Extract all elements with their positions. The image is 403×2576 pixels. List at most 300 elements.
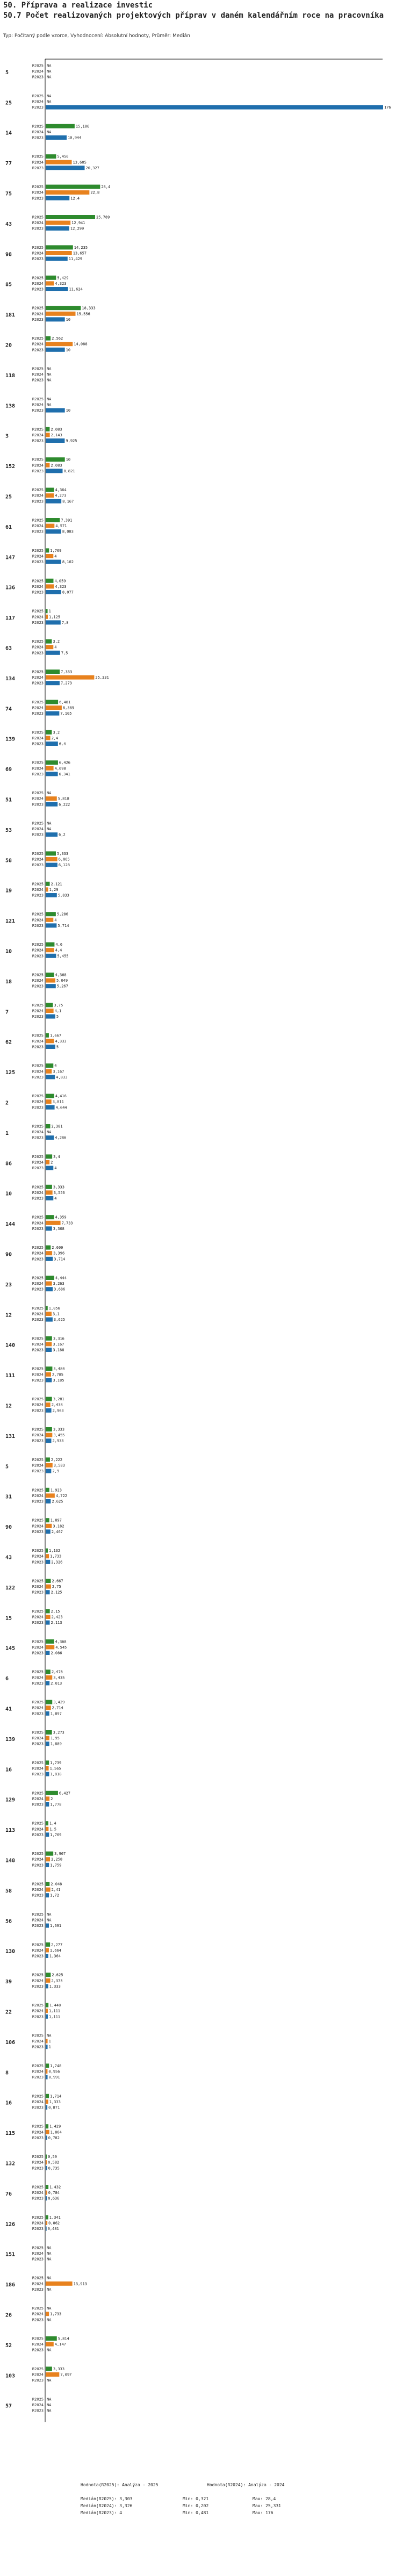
value-label: NA — [47, 372, 52, 377]
bar — [46, 1185, 52, 1189]
value-label: 13,605 — [73, 160, 87, 165]
value-label: 7,097 — [60, 2372, 72, 2377]
series-label: R2024 — [32, 2039, 44, 2044]
series-label: R2024 — [32, 1130, 44, 1135]
series-label: R2023 — [32, 1378, 44, 1383]
group-label: 113 — [5, 1827, 16, 1834]
value-label: 6,341 — [59, 772, 70, 776]
value-label: NA — [47, 2246, 52, 2250]
bar — [46, 1621, 50, 1625]
bar — [46, 1518, 49, 1522]
bar — [46, 1408, 52, 1413]
value-label: 11,624 — [69, 287, 83, 292]
group-label: 139 — [5, 1736, 16, 1743]
value-label: NA — [47, 366, 52, 371]
bar — [46, 1760, 49, 1765]
value-label: 4,368 — [55, 973, 67, 977]
group-label: 23 — [5, 1282, 12, 1288]
group-label: 7 — [5, 1009, 9, 1016]
value-label: 1,714 — [50, 2094, 62, 2099]
value-label: 5,429 — [57, 276, 69, 280]
bar — [46, 675, 94, 680]
value-label: 4,833 — [56, 1075, 68, 1080]
bar — [46, 312, 76, 316]
bar — [46, 1615, 51, 1619]
series-label: R2023 — [32, 287, 44, 292]
bar — [46, 548, 49, 552]
series-label: R2023 — [32, 1832, 44, 1837]
value-label: 3,583 — [53, 1463, 65, 1468]
bar — [46, 287, 68, 291]
bar — [46, 1579, 51, 1583]
value-label: 2,258 — [51, 1857, 63, 1862]
bar — [46, 433, 50, 437]
bar — [46, 742, 58, 746]
series-label: R2023 — [32, 923, 44, 928]
bar — [46, 1160, 49, 1164]
series-label: R2023 — [32, 1984, 44, 1989]
series-label: R2023 — [32, 560, 44, 565]
chart-note: Typ: Počítaný podle vzorce, Vyhodnocení: Absolutní hodnoty, Průměr: Medián — [3, 33, 190, 39]
value-label: 6,427 — [59, 1791, 71, 1796]
value-label: 2,083 — [51, 463, 62, 468]
series-label: R2024 — [32, 736, 44, 740]
series-label: R2023 — [32, 166, 44, 170]
bar — [46, 2009, 48, 2013]
bar — [46, 2160, 47, 2164]
value-label: 1,748 — [50, 2063, 62, 2068]
series-label: R2023 — [32, 2196, 44, 2201]
bar — [46, 1499, 51, 1503]
group-label: 56 — [5, 1918, 12, 1925]
bar — [46, 1124, 50, 1128]
value-label: 3,182 — [53, 1524, 64, 1529]
group-label: 12 — [5, 1312, 12, 1319]
series-label: R2025 — [32, 2155, 44, 2160]
value-label: 0,784 — [48, 2191, 60, 2196]
bar — [46, 711, 59, 716]
series-label: R2025 — [32, 1246, 44, 1250]
series-label: R2025 — [32, 760, 44, 765]
series-label: R2025 — [32, 488, 44, 493]
bar — [46, 1863, 49, 1867]
legend-line: Min: 0,481 — [183, 2510, 209, 2515]
series-label: R2024 — [32, 1221, 44, 1226]
series-label: R2024 — [32, 1463, 44, 1468]
series-label: R2024 — [32, 190, 44, 195]
series-label: R2025 — [32, 1488, 44, 1493]
bar — [46, 887, 48, 891]
series-label: R2024 — [32, 1706, 44, 1710]
bar — [46, 609, 48, 613]
bar — [46, 2130, 49, 2134]
series-label: R2025 — [32, 2033, 44, 2038]
bar — [46, 1105, 55, 1110]
bar — [46, 1973, 51, 1977]
value-label: 3,1 — [53, 1312, 60, 1316]
bar — [46, 1457, 50, 1462]
bar — [46, 1802, 49, 1807]
series-label: R2025 — [32, 1124, 44, 1129]
bar — [46, 154, 56, 159]
series-label: R2023 — [32, 2227, 44, 2232]
bar — [46, 226, 69, 231]
group-label: 31 — [5, 1494, 12, 1500]
bar — [46, 802, 57, 807]
value-label: NA — [47, 2306, 52, 2311]
bar — [46, 1226, 52, 1231]
bar — [46, 1651, 49, 1655]
value-label: 13,657 — [73, 251, 87, 256]
series-label: R2024 — [32, 1585, 44, 1589]
series-label: R2024 — [32, 1645, 44, 1650]
value-label: NA — [47, 99, 52, 104]
value-label: 10 — [66, 348, 71, 352]
series-label: R2023 — [32, 832, 44, 837]
series-label: R2024 — [32, 372, 44, 377]
group-label: 147 — [5, 555, 16, 561]
series-label: R2024 — [32, 402, 44, 407]
series-label: R2024 — [32, 1766, 44, 1771]
value-label: 7,5 — [61, 651, 68, 656]
bar — [46, 615, 48, 619]
group-label: 152 — [5, 464, 16, 470]
series-label: R2024 — [32, 1524, 44, 1529]
group-label: 90 — [5, 1524, 12, 1531]
bar — [46, 1675, 52, 1680]
series-label: R2025 — [32, 1185, 44, 1190]
bar — [46, 1318, 53, 1322]
group-label: 25 — [5, 494, 12, 500]
series-label: R2024 — [32, 69, 44, 74]
series-label: R2025 — [32, 851, 44, 856]
bar — [46, 342, 73, 346]
bar — [46, 518, 60, 522]
series-label: R2023 — [32, 2348, 44, 2352]
bar — [46, 1645, 54, 1649]
group-label: 18 — [5, 978, 12, 985]
series-label: R2023 — [32, 1651, 44, 1656]
series-label: R2025 — [32, 1003, 44, 1008]
bar — [46, 1984, 48, 1988]
legend-line: Medián(R2024): 3,326 — [81, 2503, 133, 2508]
group-label: 186 — [5, 2282, 16, 2289]
value-label: 10 — [66, 457, 71, 462]
value-label: 2,9 — [52, 1469, 60, 1474]
value-label: 2,933 — [52, 1438, 64, 1443]
series-label: R2023 — [32, 1257, 44, 1262]
bar — [46, 1282, 52, 1286]
value-label: 4,333 — [55, 1039, 67, 1044]
series-label: R2023 — [32, 317, 44, 322]
bar — [46, 190, 89, 195]
value-label: 1 — [48, 2045, 51, 2049]
bar — [46, 457, 65, 462]
value-label: 4 — [54, 918, 57, 923]
bar — [46, 1742, 49, 1746]
series-label: R2024 — [32, 2009, 44, 2013]
value-label: 5,286 — [56, 912, 68, 917]
group-label: 148 — [5, 1858, 16, 1864]
bar — [46, 251, 72, 255]
group-label: 6 — [5, 1676, 9, 1682]
bar — [46, 2282, 73, 2286]
bar — [46, 954, 56, 958]
series-label: R2023 — [32, 1742, 44, 1746]
series-label: R2024 — [32, 1190, 44, 1195]
group-label: 75 — [5, 191, 12, 197]
bar — [46, 1166, 53, 1170]
value-label: 2,121 — [51, 882, 62, 887]
value-label: 2,963 — [52, 1408, 64, 1413]
series-label: R2025 — [32, 1852, 44, 1857]
series-label: R2023 — [32, 1014, 44, 1019]
value-label: 1,739 — [50, 1760, 62, 1765]
series-label: R2025 — [32, 2124, 44, 2129]
value-label: 1,769 — [50, 548, 62, 553]
series-label: R2024 — [32, 1857, 44, 1862]
bar — [46, 1590, 50, 1594]
bar — [46, 1003, 53, 1007]
series-label: R2023 — [32, 1893, 44, 1898]
bar — [46, 281, 54, 285]
bar — [46, 1154, 52, 1159]
series-label: R2025 — [32, 609, 44, 614]
series-label: R2024 — [32, 766, 44, 771]
bar — [46, 1857, 50, 1861]
series-label: R2024 — [32, 918, 44, 923]
series-label: R2025 — [32, 791, 44, 796]
series-label: R2025 — [32, 1882, 44, 1887]
group-label: 2 — [5, 1100, 9, 1106]
series-label: R2024 — [32, 2160, 44, 2165]
value-label: NA — [47, 2378, 52, 2383]
series-label: R2023 — [32, 681, 44, 686]
bar — [46, 1094, 54, 1098]
series-label: R2023 — [32, 75, 44, 80]
value-label: 2,4 — [51, 736, 59, 740]
bar — [46, 196, 69, 200]
group-label: 129 — [5, 1797, 16, 1803]
bar — [46, 1312, 52, 1316]
value-label: 3,484 — [53, 1366, 65, 1371]
series-label: R2024 — [32, 1069, 44, 1074]
series-label: R2024 — [32, 281, 44, 286]
series-label: R2023 — [32, 2075, 44, 2080]
bar — [46, 524, 54, 528]
value-label: 6,426 — [59, 760, 71, 765]
series-label: R2023 — [32, 348, 44, 352]
value-label: 2,41 — [51, 1888, 61, 1893]
value-label: 3,185 — [53, 1378, 64, 1383]
series-label: R2023 — [32, 620, 44, 625]
bar — [46, 579, 53, 583]
bar — [46, 2227, 47, 2231]
group-label: 131 — [5, 1433, 16, 1440]
value-label: 14,235 — [74, 245, 88, 250]
series-label: R2024 — [32, 1312, 44, 1316]
series-label: R2025 — [32, 366, 44, 371]
bar — [46, 978, 55, 983]
value-label: 28,4 — [101, 185, 111, 190]
value-label: 1,5 — [49, 1827, 57, 1832]
series-label: R2025 — [32, 1912, 44, 1917]
value-label: 5,833 — [57, 893, 69, 898]
bar — [46, 1306, 48, 1310]
series-label: R2025 — [32, 336, 44, 341]
series-label: R2023 — [32, 1954, 44, 1959]
chart-subtitle: 50.7 Počet realizovaných projektových příprav v daném kalendářním roce na pracovníka — [3, 11, 384, 20]
series-label: R2025 — [32, 1700, 44, 1705]
series-label: R2023 — [32, 1348, 44, 1352]
value-label: 2 — [51, 1160, 53, 1165]
bar — [46, 1463, 53, 1467]
value-label: 4,722 — [55, 1493, 67, 1498]
bar — [46, 560, 61, 564]
bar — [46, 1342, 52, 1346]
group-label: 20 — [5, 342, 12, 349]
series-label: R2024 — [32, 1009, 44, 1013]
group-label: 106 — [5, 2039, 16, 2046]
group-label: 74 — [5, 706, 12, 713]
series-label: R2025 — [32, 579, 44, 584]
value-label: 3,435 — [53, 1675, 65, 1680]
bar — [46, 651, 60, 655]
value-label: 2,625 — [52, 1973, 63, 1977]
series-label: R2025 — [32, 2336, 44, 2341]
bar — [46, 1954, 48, 1958]
value-label: 4 — [54, 1063, 57, 1068]
series-label: R2025 — [32, 124, 44, 129]
group-label: 69 — [5, 767, 12, 773]
series-label: R2024 — [32, 2221, 44, 2226]
value-label: 2,714 — [52, 1706, 63, 1710]
series-label: R2023 — [32, 711, 44, 716]
value-label: NA — [47, 397, 52, 401]
series-label: R2024 — [32, 342, 44, 347]
bar — [46, 942, 54, 947]
value-label: 3,281 — [53, 1397, 64, 1402]
value-label: 3,429 — [53, 1700, 65, 1705]
group-label: 57 — [5, 2403, 12, 2409]
bar — [46, 923, 56, 927]
value-label: NA — [47, 2402, 52, 2407]
value-label: 176 — [384, 105, 391, 110]
series-label: R2025 — [32, 1670, 44, 1674]
value-label: 3,2 — [53, 639, 60, 644]
series-label: R2023 — [32, 257, 44, 262]
bar — [46, 2099, 48, 2104]
value-label: 1,125 — [49, 615, 61, 620]
value-label: 1,667 — [49, 1033, 62, 1038]
value-label: 7,333 — [61, 670, 73, 674]
chart-title: 50. Příprava a realizace investic — [3, 1, 153, 10]
bar — [46, 1609, 50, 1613]
value-label: 4 — [54, 1166, 57, 1171]
bar — [46, 700, 58, 704]
bar — [46, 1348, 52, 1352]
bar — [46, 973, 54, 977]
value-label: 2,381 — [51, 1124, 63, 1129]
series-label: R2024 — [32, 2251, 44, 2256]
series-label: R2024 — [32, 857, 44, 862]
group-label: 85 — [5, 282, 12, 288]
bar — [46, 1700, 52, 1704]
bar — [46, 760, 58, 765]
value-label: NA — [47, 791, 52, 796]
bar — [46, 1009, 54, 1013]
bar — [46, 863, 57, 867]
bar — [46, 1827, 48, 1831]
value-label: 3,714 — [54, 1257, 66, 1262]
bar — [46, 499, 61, 503]
bar — [46, 1948, 49, 1952]
series-label: R2024 — [32, 1888, 44, 1893]
series-label: R2025 — [32, 2063, 44, 2068]
bar — [46, 1821, 48, 1825]
bar — [46, 1524, 52, 1528]
series-label: R2024 — [32, 221, 44, 226]
value-label: 1,864 — [50, 2130, 62, 2135]
value-label: 4,368 — [55, 1639, 67, 1644]
series-label: R2024 — [32, 675, 44, 680]
series-label: R2025 — [32, 1942, 44, 1947]
value-label: 8,821 — [63, 469, 75, 473]
group-label: 22 — [5, 2009, 12, 2016]
series-label: R2024 — [32, 1342, 44, 1347]
bar — [46, 736, 51, 740]
group-label: 15 — [5, 1615, 12, 1622]
value-label: 0,735 — [48, 2166, 60, 2171]
series-label: R2025 — [32, 1457, 44, 1462]
series-label: R2023 — [32, 802, 44, 807]
group-label: 10 — [5, 948, 12, 955]
series-label: R2024 — [32, 524, 44, 529]
bar — [46, 645, 53, 649]
value-label: 4,545 — [55, 1645, 67, 1650]
bar — [46, 2075, 48, 2079]
value-label: 6,128 — [58, 863, 70, 868]
bar — [46, 554, 53, 558]
value-label: 10,944 — [68, 135, 82, 140]
series-label: R2025 — [32, 821, 44, 826]
bar — [46, 185, 100, 189]
series-label: R2025 — [32, 2094, 44, 2099]
value-label: 2,375 — [51, 1978, 63, 1983]
bar — [46, 766, 54, 771]
series-label: R2025 — [32, 154, 44, 159]
series-label: R2023 — [32, 863, 44, 868]
bar — [46, 1215, 54, 1219]
group-label: 12 — [5, 1403, 12, 1409]
bar — [46, 912, 56, 916]
value-label: 2,048 — [51, 1882, 62, 1887]
value-label: 2,086 — [51, 1651, 62, 1656]
bar — [46, 1585, 51, 1589]
bar — [46, 1099, 52, 1104]
bar — [46, 1075, 55, 1079]
bar — [46, 1791, 58, 1795]
bar — [46, 1427, 52, 1431]
series-label: R2025 — [32, 1791, 44, 1796]
bar — [46, 276, 56, 280]
bar — [46, 948, 54, 952]
value-label: 2,222 — [51, 1457, 63, 1462]
bar — [46, 306, 81, 310]
bar — [46, 2003, 48, 2007]
series-label: R2023 — [32, 1135, 44, 1140]
series-label: R2025 — [32, 1609, 44, 1614]
